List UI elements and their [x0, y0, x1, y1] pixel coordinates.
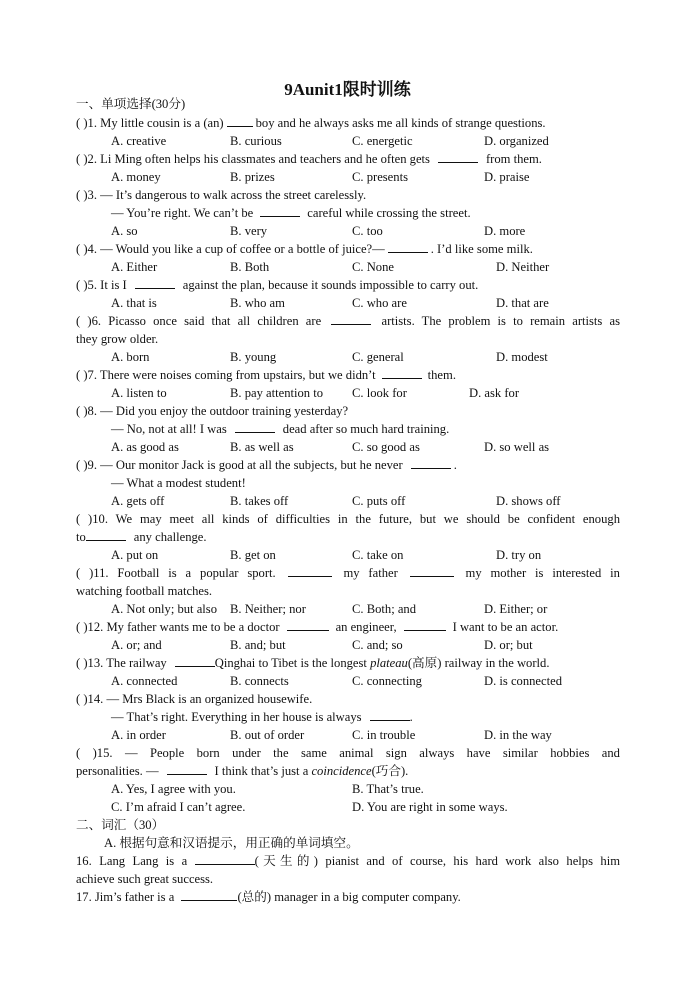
option-b[interactable]: B. who am: [230, 296, 285, 310]
option-a[interactable]: A. born: [111, 350, 150, 364]
option-c[interactable]: C. general: [352, 350, 404, 364]
option-d[interactable]: D. Neither: [496, 260, 550, 274]
option-b[interactable]: B. pay attention to: [230, 386, 324, 400]
question-3: ( )3. — It’s dangerous to walk across the street carelessly.: [76, 188, 367, 202]
option-b[interactable]: B. get on: [230, 548, 276, 562]
option-c[interactable]: C. None: [352, 260, 394, 274]
question-9: ( )9. — Our monitor Jack is good at all the subjects, but he never .: [76, 458, 457, 472]
option-d[interactable]: D. modest: [496, 350, 548, 364]
question-7: ( )7. There were noises coming from upstairs, but we didn’t them.: [76, 368, 456, 382]
answer-blank[interactable]: [181, 890, 237, 901]
answer-blank[interactable]: [175, 656, 215, 667]
option-c[interactable]: C. and; so: [352, 638, 403, 652]
option-c[interactable]: C. look for: [352, 386, 407, 400]
option-d[interactable]: D. You are right in some ways.: [352, 800, 508, 814]
option-b[interactable]: B. prizes: [230, 170, 275, 184]
answer-blank[interactable]: [260, 206, 300, 217]
option-b[interactable]: B. curious: [230, 134, 282, 148]
option-d[interactable]: D. that are: [496, 296, 549, 310]
option-a[interactable]: A. that is: [111, 296, 157, 310]
question-11: ( )11. Football is a popular sport. my father my mother is interested in: [76, 566, 620, 580]
option-d[interactable]: D. shows off: [496, 494, 561, 508]
vocab-item-16-wrap: achieve such great success.: [76, 872, 214, 886]
option-c[interactable]: C. presents: [352, 170, 408, 184]
question-9-reply: — What a modest student!: [111, 476, 246, 490]
option-a[interactable]: A. as good as: [111, 440, 179, 454]
question-6-wrap: they grow older.: [76, 332, 159, 346]
answer-blank[interactable]: [227, 116, 253, 127]
question-15: ( )15. — People born under the same animal sign always have similar hobbies and: [76, 746, 620, 760]
question-5: ( )5. It is I against the plan, because it sounds impossible to carry out.: [76, 278, 479, 292]
question-11-wrap: watching football matches.: [76, 584, 213, 598]
answer-blank[interactable]: [410, 566, 454, 577]
vocab-item-17: 17. Jim’s father is a (总的) manager in a big computer company.: [76, 890, 461, 904]
option-b[interactable]: B. connects: [230, 674, 289, 688]
option-a[interactable]: A. creative: [111, 134, 167, 148]
answer-blank[interactable]: [167, 764, 207, 775]
option-c[interactable]: C. I’m afraid I can’t agree.: [111, 800, 246, 814]
option-a[interactable]: A. money: [111, 170, 161, 184]
option-d[interactable]: D. or; but: [484, 638, 533, 652]
option-b[interactable]: B. very: [230, 224, 268, 238]
option-c[interactable]: C. take on: [352, 548, 404, 562]
question-8: ( )8. — Did you enjoy the outdoor training yesterday?: [76, 404, 349, 418]
vocab-item-16: 16. Lang Lang is a (天生的) pianist and of course, his hard work also helps him: [76, 854, 621, 868]
option-a[interactable]: A. connected: [111, 674, 178, 688]
option-d[interactable]: D. organized: [484, 134, 549, 148]
option-d[interactable]: D. is connected: [484, 674, 562, 688]
option-a[interactable]: A. Either: [111, 260, 158, 274]
option-b[interactable]: B. and; but: [230, 638, 286, 652]
answer-blank[interactable]: [288, 566, 332, 577]
option-c[interactable]: C. puts off: [352, 494, 406, 508]
option-b[interactable]: B. Both: [230, 260, 270, 274]
option-a[interactable]: A. put on: [111, 548, 159, 562]
option-a[interactable]: A. Yes, I agree with you.: [111, 782, 236, 796]
answer-blank[interactable]: [370, 710, 410, 721]
option-b[interactable]: B. That’s true.: [352, 782, 424, 796]
option-c[interactable]: C. in trouble: [352, 728, 416, 742]
option-b[interactable]: B. Neither; nor: [230, 602, 306, 616]
section-2-instructions: A. 根据句意和汉语提示，用正确的单词填空。: [104, 836, 359, 850]
option-b[interactable]: B. as well as: [230, 440, 294, 454]
option-d[interactable]: D. in the way: [484, 728, 552, 742]
option-a[interactable]: A. or; and: [111, 638, 162, 652]
question-4: ( )4. — Would you like a cup of coffee or a bottle of juice?— . I’d like some milk.: [76, 242, 533, 256]
question-13: ( )13. The railway Qinghai to Tibet is the longest plateau(高原) railway in the world.: [76, 656, 550, 670]
page-title: 9Aunit1限时训练: [284, 80, 411, 99]
option-c[interactable]: C. who are: [352, 296, 407, 310]
answer-blank[interactable]: [404, 620, 446, 631]
question-12: ( )12. My father wants me to be a doctor an engineer, I want to be an actor.: [76, 620, 559, 634]
question-8-reply: — No, not at all! I was dead after so much hard training.: [111, 422, 450, 436]
option-d[interactable]: D. Either; or: [484, 602, 548, 616]
question-10-wrap: to any challenge.: [76, 530, 207, 544]
option-b[interactable]: B. out of order: [230, 728, 305, 742]
answer-blank[interactable]: [331, 314, 371, 325]
question-2: ( )2. Li Ming often helps his classmates and teachers and he often gets from them.: [76, 152, 542, 166]
question-14-reply: — That’s right. Everything in her house is always .: [111, 710, 413, 724]
option-c[interactable]: C. energetic: [352, 134, 413, 148]
option-d[interactable]: D. try on: [496, 548, 542, 562]
answer-blank[interactable]: [195, 854, 255, 865]
option-a[interactable]: A. gets off: [111, 494, 165, 508]
option-d[interactable]: D. so well as: [484, 440, 550, 454]
section-2-heading: 二、词汇（30）: [76, 818, 165, 832]
answer-blank[interactable]: [235, 422, 275, 433]
question-3-reply: — You’re right. We can’t be careful while crossing the street.: [111, 206, 471, 220]
question-10: ( )10. We may meet all kinds of difficulties in the future, but we should be confident enough: [76, 512, 620, 526]
option-b[interactable]: B. takes off: [230, 494, 289, 508]
option-c[interactable]: C. so good as: [352, 440, 420, 454]
option-a[interactable]: A. Not only; but also: [111, 602, 217, 616]
answer-blank[interactable]: [135, 278, 175, 289]
section-1-heading: 一、单项选择(30分): [76, 97, 186, 111]
answer-blank[interactable]: [287, 620, 329, 631]
question-1: ( )1. My little cousin is a (an) boy and he always asks me all kinds of strange questions.: [76, 116, 546, 130]
option-c[interactable]: C. Both; and: [352, 602, 417, 616]
option-b[interactable]: B. young: [230, 350, 277, 364]
answer-blank[interactable]: [388, 242, 428, 253]
question-15-wrap: personalities. — I think that’s just a coincidence(巧合).: [76, 764, 409, 778]
answer-blank[interactable]: [86, 530, 126, 541]
option-c[interactable]: C. too: [352, 224, 383, 238]
option-a[interactable]: A. in order: [111, 728, 166, 742]
answer-blank[interactable]: [411, 458, 451, 469]
question-14: ( )14. — Mrs Black is an organized housewife.: [76, 692, 313, 706]
answer-blank[interactable]: [382, 368, 422, 379]
option-c[interactable]: C. connecting: [352, 674, 422, 688]
option-d[interactable]: D. praise: [484, 170, 530, 184]
question-6: ( )6. Picasso once said that all children are artists. The problem is to remain artists as: [76, 314, 620, 328]
option-a[interactable]: A. listen to: [111, 386, 167, 400]
answer-blank[interactable]: [438, 152, 478, 163]
option-d[interactable]: D. more: [484, 224, 526, 238]
option-d[interactable]: D. ask for: [469, 386, 520, 400]
option-a[interactable]: A. so: [111, 224, 138, 238]
